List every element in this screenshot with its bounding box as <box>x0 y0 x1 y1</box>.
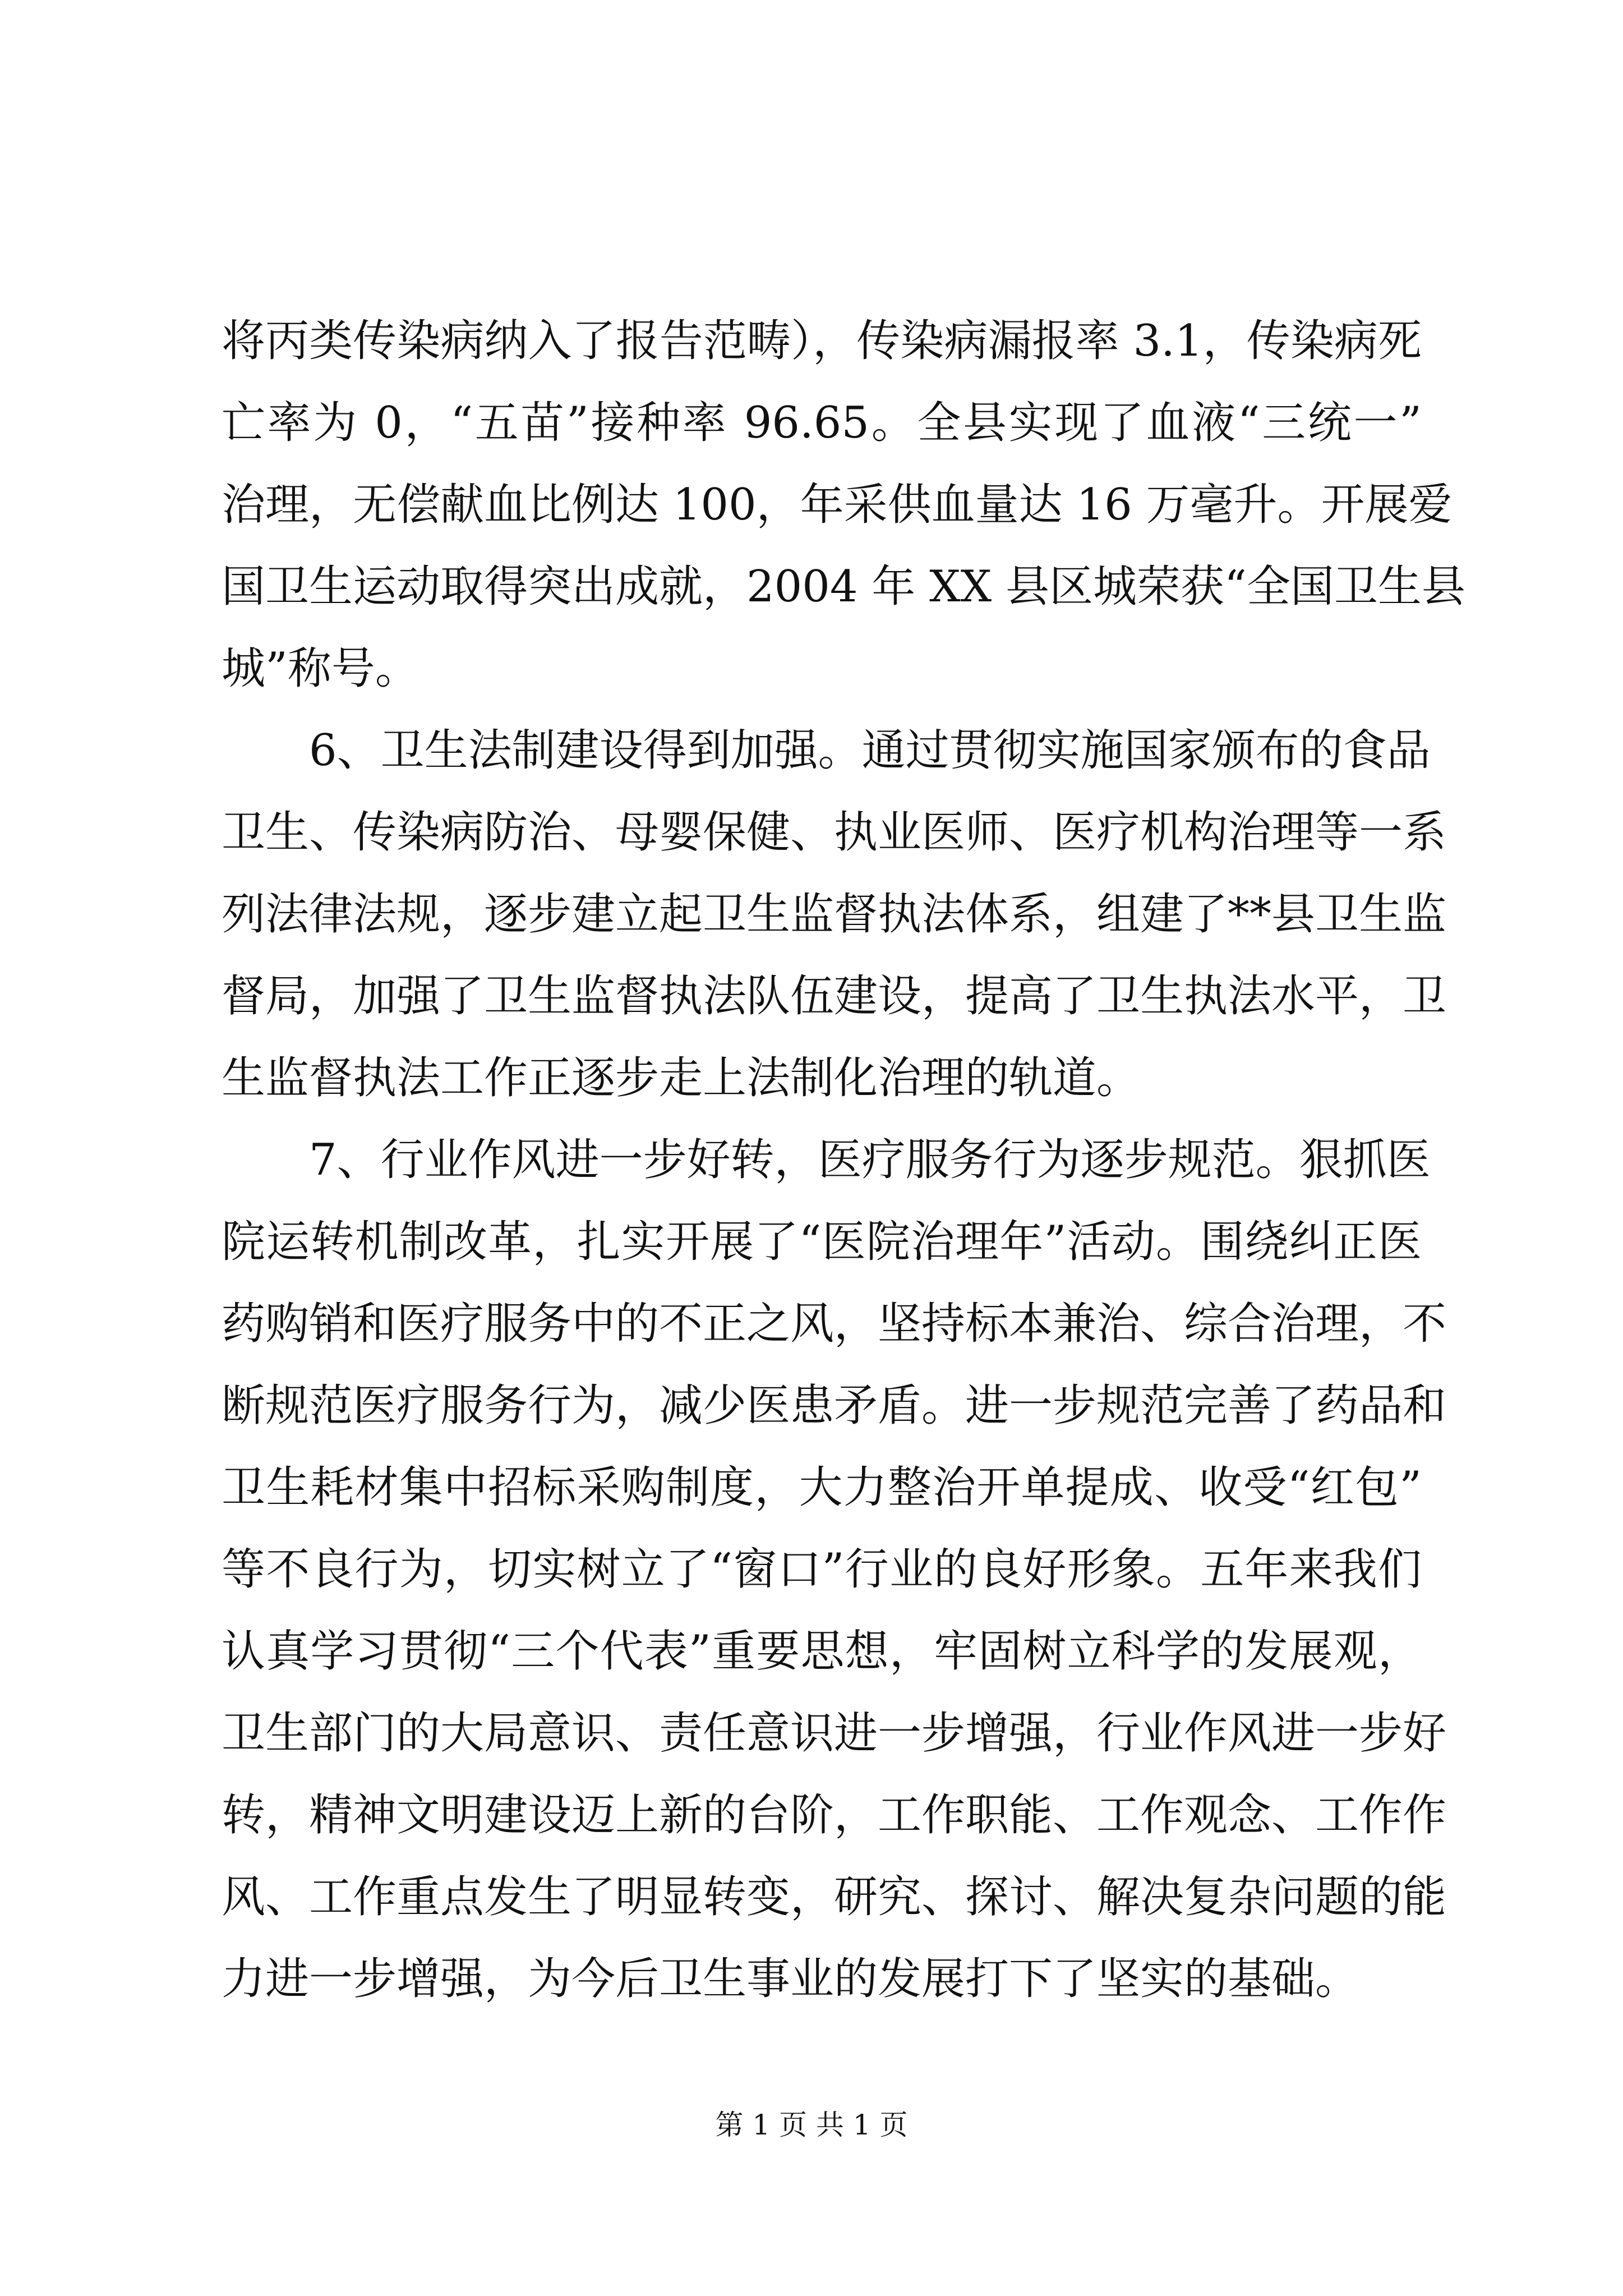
text-line: 等不良行为，切实树立了“窗口”行业的良好形象。五年来我们 <box>222 1544 1422 1595</box>
text-line: 6、卫生法制建设得到加强。通过贯彻实施国家颁布的食品 <box>309 725 1431 776</box>
text-line: 国卫生运动取得突出成就，2004 年 XX 县区城荣获“全国卫生县 <box>222 562 1465 612</box>
text-line: 督局，加强了卫生监督执法队伍建设，提高了卫生执法水平，卫 <box>222 971 1447 1022</box>
text-line: 认真学习贯彻“三个代表”重要思想，牢固树立科学的发展观， <box>222 1626 1422 1677</box>
text-line: 断规范医疗服务行为，减少医患矛盾。进一步规范完善了药品和 <box>222 1381 1447 1431</box>
paragraph-3 <box>222 1119 1447 2020</box>
text-line: 生监督执法工作正逐步走上法制化治理的轨道。 <box>222 1053 1141 1103</box>
text-line: 城”称号。 <box>222 643 419 694</box>
text-line: 卫生耗材集中招标采购制度，大力整治开单提成、收受“红包” <box>222 1462 1422 1513</box>
document-body <box>222 300 1465 2020</box>
text-line: 将丙类传染病纳入了报告范畴），传染病漏报率 3.1，传染病死 <box>222 316 1422 366</box>
text-line: 亡率为 0，“五苗”接种率 96.65。全县实现了血液“三统一” <box>222 398 1422 448</box>
text-line: 卫生、传染病防治、母婴保健、执业医师、医疗机构治理等一系 <box>222 807 1447 858</box>
paragraph-2 <box>222 710 1447 1119</box>
text-line: 力进一步增强，为今后卫生事业的发展打下了坚实的基础。 <box>222 1954 1359 2004</box>
text-line: 院运转机制改革，扎实开展了“医院治理年”活动。围绕纠正医 <box>222 1217 1422 1267</box>
text-line: 治理，无偿献血比例达 100，年采供血量达 16 万毫升。开展爱 <box>222 480 1453 530</box>
paragraph-1 <box>222 300 1465 710</box>
text-line: 风、工作重点发生了明显转变，研究、探讨、解决复杂问题的能 <box>222 1872 1447 1922</box>
text-line: 药购销和医疗服务中的不正之风，坚持标本兼治、综合治理，不 <box>222 1299 1447 1349</box>
text-line: 转，精神文明建设迈上新的台阶，工作职能、工作观念、工作作 <box>222 1790 1447 1841</box>
text-line: 列法律法规，逐步建立起卫生监督执法体系，组建了**县卫生监 <box>222 889 1447 940</box>
text-line: 7、行业作风进一步好转，医疗服务行为逐步规范。狠抓医 <box>309 1135 1431 1185</box>
page-number-footer: 第 1 页 共 1 页 <box>715 2109 908 2141</box>
text-line: 卫生部门的大局意识、责任意识进一步增强，行业作风进一步好 <box>222 1708 1447 1759</box>
